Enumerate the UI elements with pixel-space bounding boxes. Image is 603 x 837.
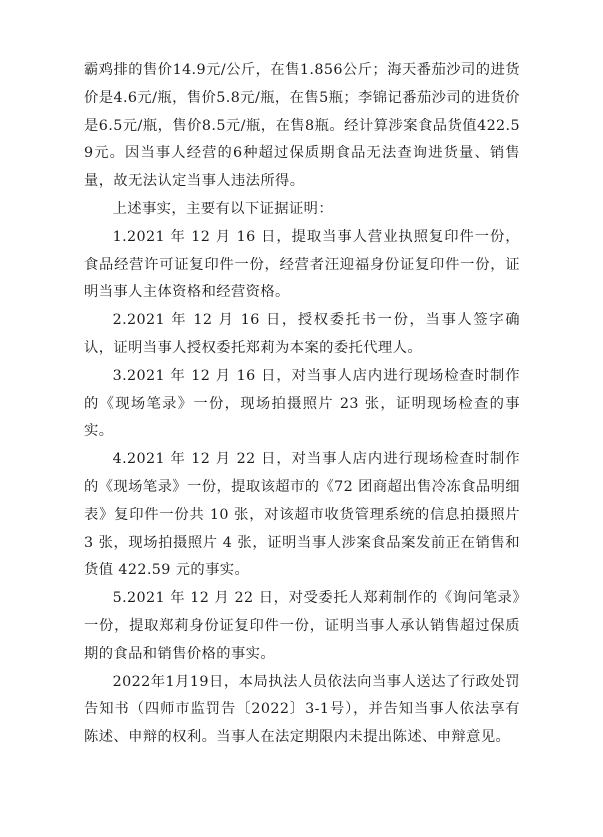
paragraph-evidence-5: 5.2021 年 12 月 22 日，对受委托人郑莉制作的《询问笔录》一份，提取郑莉身份证复印件一份，证明当事人承认销售超过保质期的食品和销售价格的事实。 bbox=[84, 590, 520, 662]
paragraph-evidence-4: 4.2021 年 12 月 22 日，对当事人店内进行现场检查时制作的《现场笔录》一份，提取该超市的《72 团商超出售冷冻食品明细表》复印件一份共 10 张，对该超市收货管理系统的信息拍摄照片 3 张，现场拍摄照片 4 张，证明当事人涉案食品案发前正在销售和货值 422.59 元的事实。 bbox=[84, 451, 520, 579]
paragraph-evidence-1: 1.2021 年 12 月 16 日，提取当事人营业执照复印件一份，食品经营许可证复印件一份，经营者汪迎福身份证复印件一份，证明当事人主体资格和经营资格。 bbox=[84, 228, 520, 301]
document-body bbox=[84, 57, 520, 752]
paragraph-price-continuation: 霸鸡排的售价14.9元/公斤，在售1.856公斤；海天番茄沙司的进货价是4.6元/瓶，售价5.8元/瓶，在售5瓶；李锦记番茄沙司的进货价是6.5元/瓶，售价8.5元/瓶，在售8瓶。经计算涉案食品货值422.59元。因当事人经营的6种超过保质期食品无法查询进货量、销售量，故无法认定当事人违法所得。 bbox=[84, 62, 520, 190]
paragraph-evidence-2: 2.2021 年 12 月 16 日，授权委托书一份，当事人签字确认，证明当事人授权委托郑莉为本案的委托代理人。 bbox=[84, 312, 520, 356]
paragraph-evidence-intro: 上述事实，主要有以下证据证明： bbox=[112, 200, 334, 217]
paragraph-notice-served: 2022年1月19日，本局执法人员依法向当事人送达了行政处罚告知书（四师市监罚告〔2022〕3-1号），并告知当事人依法享有陈述、申辩的权利。当事人在法定期限内未提出陈述、申辩意见。 bbox=[84, 673, 520, 746]
paragraph-evidence-3: 3.2021 年 12 月 16 日，对当事人店内进行现场检查时制作的《现场笔录》一份，现场拍摄照片 23 张，证明现场检查的事实。 bbox=[84, 367, 520, 440]
